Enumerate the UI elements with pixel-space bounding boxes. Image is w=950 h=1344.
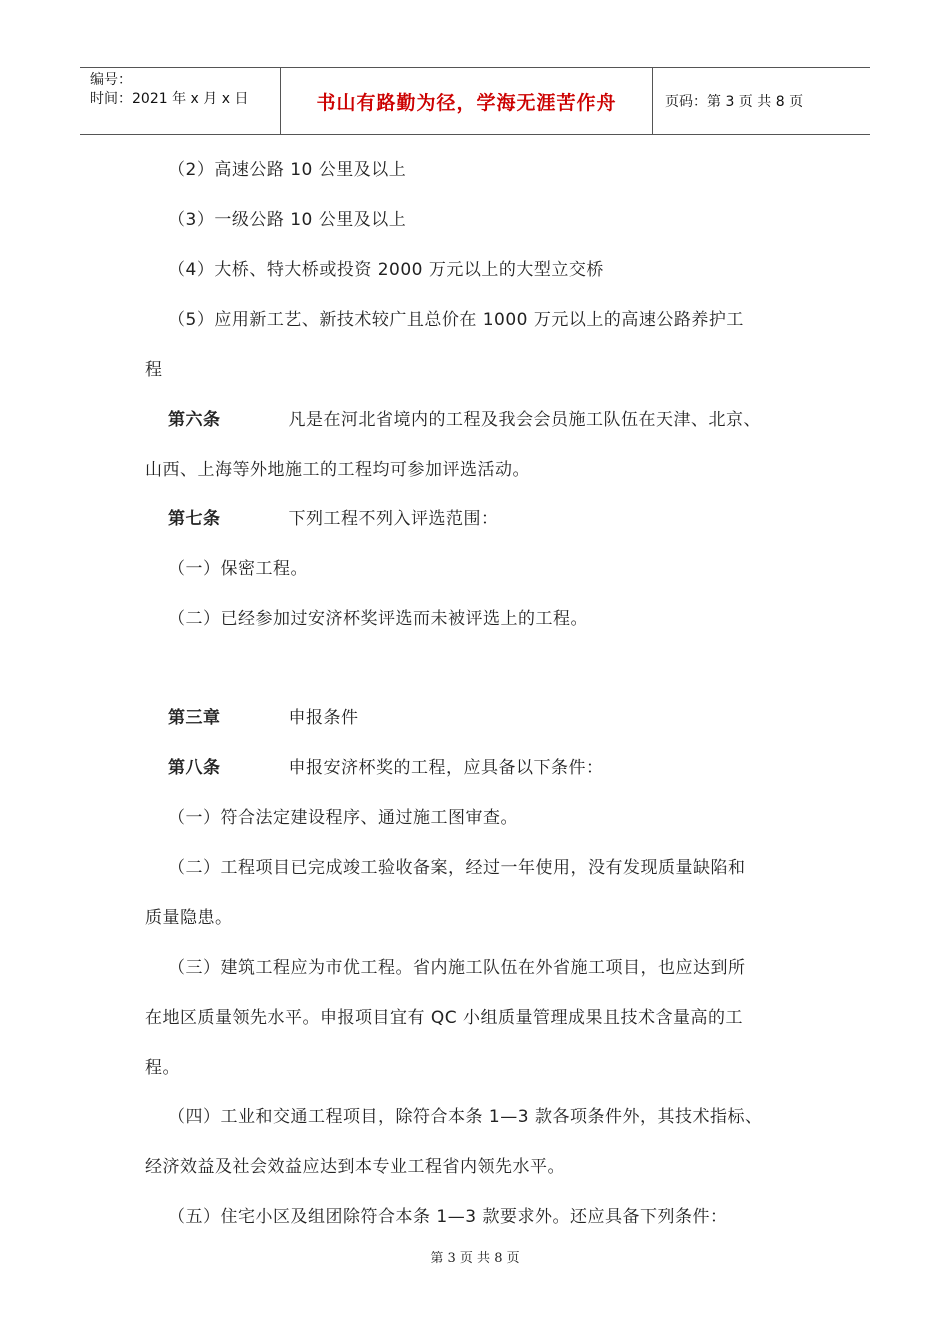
item-class1-road: （3）一级公路 10 公里及以上 — [168, 210, 407, 230]
article-7-item-1: （一）保密工程。 — [168, 559, 308, 579]
header-page-number: 页码：第 3 页 共 8 页 — [665, 94, 804, 110]
article-6 — [168, 408, 761, 432]
chapter-3-title: 第三章 — [168, 708, 221, 728]
article-8 — [168, 756, 604, 780]
chapter-3 — [168, 706, 359, 730]
article-8-item-2-cont: 质量隐患。 — [145, 908, 233, 928]
chapter-3-text: 申报条件 — [288, 708, 359, 728]
article-6-cont: 山西、上海等外地施工的工程均可参加评选活动。 — [145, 460, 530, 480]
article-6-title: 第六条 — [168, 410, 221, 430]
article-8-item-3: （三）建筑工程应为市优工程。省内施工队伍在外省施工项目，也应达到所 — [168, 958, 746, 978]
page-header — [80, 67, 870, 135]
header-info-cell — [80, 68, 281, 134]
item-bridge: （4）大桥、特大桥或投资 2000 万元以上的大型立交桥 — [168, 260, 604, 280]
item-maintenance-cont: 程 — [145, 360, 163, 380]
article-8-item-4: （四）工业和交通工程项目，除符合本条 1—3 款各项条件外，其技术指标、 — [168, 1107, 763, 1127]
article-6-text: 凡是在河北省境内的工程及我会会员施工队伍在天津、北京、 — [288, 410, 761, 430]
article-8-title: 第八条 — [168, 758, 221, 778]
article-8-item-3-end: 程。 — [145, 1058, 180, 1078]
item-highway: （2）高速公路 10 公里及以上 — [168, 160, 407, 180]
article-7-item-2: （二）已经参加过安济杯奖评选而未被评选上的工程。 — [168, 609, 588, 629]
article-8-item-4-cont: 经济效益及社会效益应达到本专业工程省内领先水平。 — [145, 1157, 565, 1177]
article-8-item-5: （五）住宅小区及组团除符合本条 1—3 款要求外。还应具备下列条件： — [168, 1207, 728, 1227]
article-8-text: 申报安济杯奖的工程，应具备以下条件： — [288, 758, 604, 778]
document-time-label: 时间：2021 年 x 月 x 日 — [90, 91, 249, 107]
article-7 — [168, 507, 499, 531]
article-7-title: 第七条 — [168, 509, 221, 529]
header-motto: 书山有路勤为径，学海无涯苦作舟 — [281, 68, 653, 134]
article-8-item-2: （二）工程项目已完成竣工验收备案，经过一年使用，没有发现质量缺陷和 — [168, 858, 746, 878]
article-7-text: 下列工程不列入评选范围： — [288, 509, 499, 529]
article-8-item-3-cont: 在地区质量领先水平。申报项目宜有 QC 小组质量管理成果且技术含量高的工 — [145, 1008, 744, 1028]
item-maintenance: （5）应用新工艺、新技术较广且总价在 1000 万元以上的高速公路养护工 — [168, 310, 744, 330]
document-number-label: 编号： — [90, 72, 132, 88]
page-footer: 第 3 页 共 8 页 — [430, 1251, 520, 1266]
article-8-item-1: （一）符合法定建设程序、通过施工图审查。 — [168, 808, 518, 828]
